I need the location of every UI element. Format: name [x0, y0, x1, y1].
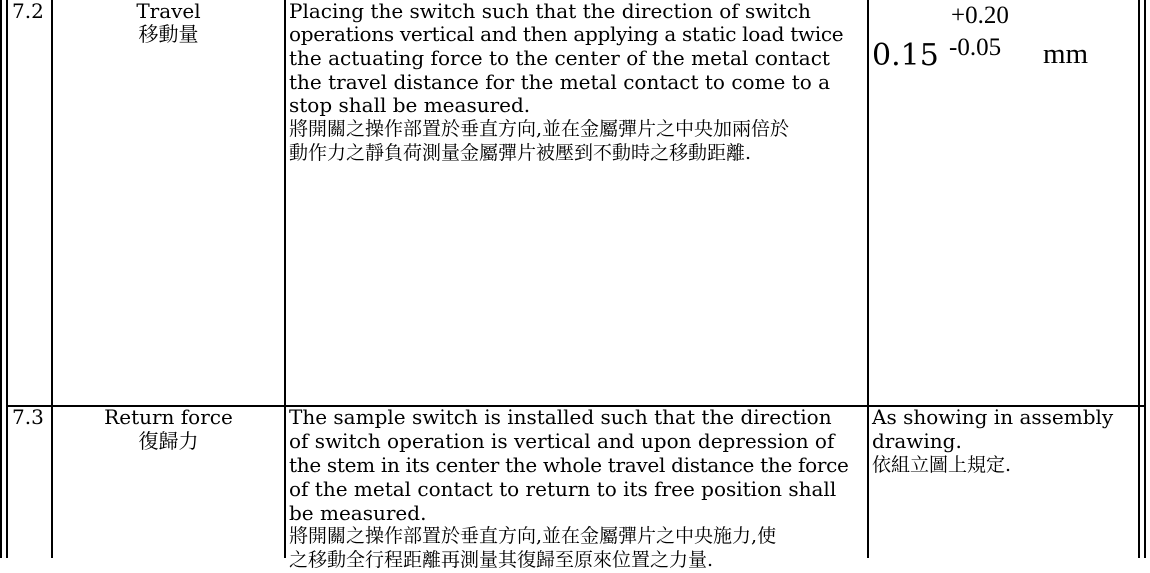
tolerance-plus: +0.20 — [951, 2, 1009, 29]
table-border-left-inner — [6, 0, 8, 558]
item-name-zh: 移動量 — [138, 22, 199, 46]
description-line: the actuating force to the center of the metal contact — [289, 46, 830, 70]
description-line-zh: 動作力之靜負荷測量金屬彈片被壓到不動時之移動距離. — [289, 142, 752, 164]
item-name-en: Travel — [136, 0, 201, 23]
table-border-right-inner — [1138, 0, 1140, 558]
tolerance-minus: -0.05 — [949, 34, 1002, 61]
description-line: operations vertical and then applying a static load twice — [289, 22, 844, 46]
description-line: stop shall be measured. — [289, 93, 531, 117]
spec-line: drawing. — [872, 429, 962, 453]
column-divider-description — [867, 0, 869, 558]
spec-nominal-value: 0.15 — [872, 38, 939, 73]
description-line: The sample switch is installed such that the direction — [289, 405, 832, 429]
spec-unit: mm — [1043, 38, 1089, 70]
item-name-zh: 復歸力 — [138, 429, 199, 453]
description-line: the travel distance for the metal contact to come to a — [289, 70, 831, 94]
column-divider-item — [284, 0, 286, 558]
description-line-zh: 將開關之操作部置於垂直方向,並在金屬彈片之中央加兩倍於 — [289, 118, 790, 140]
description-line-zh: 將開關之操作部置於垂直方向,並在金屬彈片之中央施力,使 — [289, 525, 777, 547]
item-name-en: Return force — [104, 405, 233, 429]
table-border-right-outer — [1144, 0, 1146, 558]
description-line: the stem in its center the whole travel distance the force — [289, 453, 849, 477]
description-line: be measured. — [289, 501, 427, 525]
spec-line: 依組立圖上規定. — [872, 454, 1012, 476]
row-number: 7.3 — [12, 405, 44, 429]
row-number: 7.2 — [12, 0, 44, 23]
description-line: Placing the switch such that the direction of switch — [289, 0, 811, 23]
column-divider-no — [51, 0, 53, 558]
description-line: of the metal contact to return to its free position shall — [289, 477, 837, 501]
description-line-zh: 之移動全行程距離再測量其復歸至原來位置之力量. — [289, 549, 714, 571]
table-border-left-outer — [0, 0, 2, 558]
description-line: of switch operation is vertical and upon depression of — [289, 429, 835, 453]
spec-line: As showing in assembly — [872, 405, 1114, 429]
